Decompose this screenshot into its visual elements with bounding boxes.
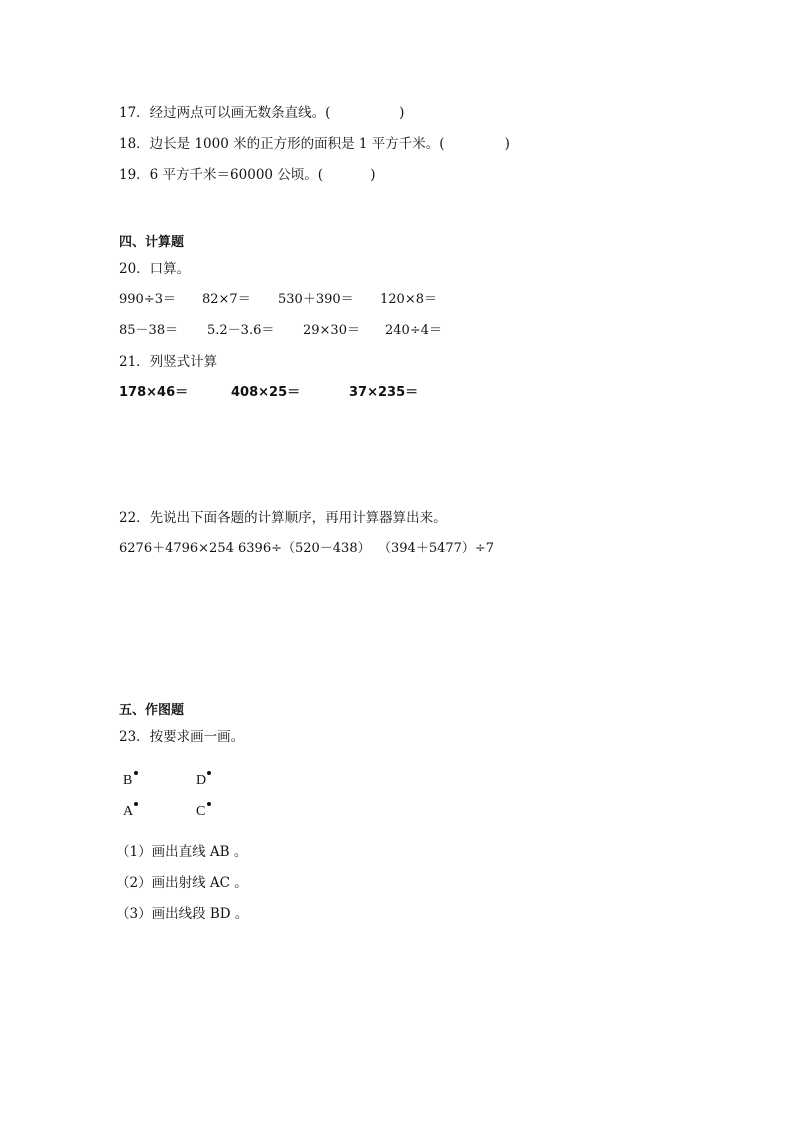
point-d-label: D xyxy=(196,773,207,788)
drawing-task: （1）画出直线 AB 。 xyxy=(116,844,248,860)
point-a-label: A xyxy=(123,804,134,819)
point-b-label: B xyxy=(123,773,133,788)
point-b-dot xyxy=(134,771,138,775)
vertical-calc-item: 408×25＝ xyxy=(231,385,301,400)
oral-calc-item: 5.2－3.6＝ xyxy=(207,323,275,338)
oral-calc-item: 530＋390＝ xyxy=(278,292,354,307)
point-d-dot xyxy=(207,771,211,775)
section-5-title: 五、作图题 xyxy=(119,703,185,718)
question-22-label: 22．先说出下面各题的计算顺序，再用计算器算出来。 xyxy=(119,510,447,526)
vertical-calc-item: 178×46＝ xyxy=(119,385,189,400)
oral-calc-item: 29×30＝ xyxy=(303,323,360,338)
point-a-dot xyxy=(134,802,138,806)
drawing-task: （3）画出线段 BD 。 xyxy=(116,906,249,922)
drawing-task: （2）画出射线 AC 。 xyxy=(116,875,248,891)
point-c-label: C xyxy=(196,804,206,819)
oral-calc-item: 82×7＝ xyxy=(202,292,251,307)
question-18: 18．边长是 1000 米的正方形的面积是 1 平方千米。( ) xyxy=(119,136,510,152)
oral-calc-item: 990÷3＝ xyxy=(119,292,176,307)
point-c-dot xyxy=(207,802,211,806)
section-4-title: 四、计算题 xyxy=(119,235,185,250)
expression-item: 6396÷（520－438） xyxy=(238,541,371,556)
oral-calc-item: 120×8＝ xyxy=(380,292,437,307)
expression-item: 6276＋4796×254 xyxy=(119,541,234,556)
question-17: 17．经过两点可以画无数条直线。( ) xyxy=(119,105,405,121)
vertical-calc-item: 37×235＝ xyxy=(349,385,419,400)
expression-item: （394＋5477）÷7 xyxy=(378,541,495,556)
question-19: 19．6 平方千米＝60000 公顷。( ) xyxy=(119,167,376,183)
question-23-label: 23．按要求画一画。 xyxy=(119,729,245,745)
question-20-label: 20．口算。 xyxy=(119,261,191,277)
question-21-label: 21．列竖式计算 xyxy=(119,354,218,370)
oral-calc-item: 240÷4＝ xyxy=(385,323,442,338)
oral-calc-item: 85－38＝ xyxy=(119,323,179,338)
